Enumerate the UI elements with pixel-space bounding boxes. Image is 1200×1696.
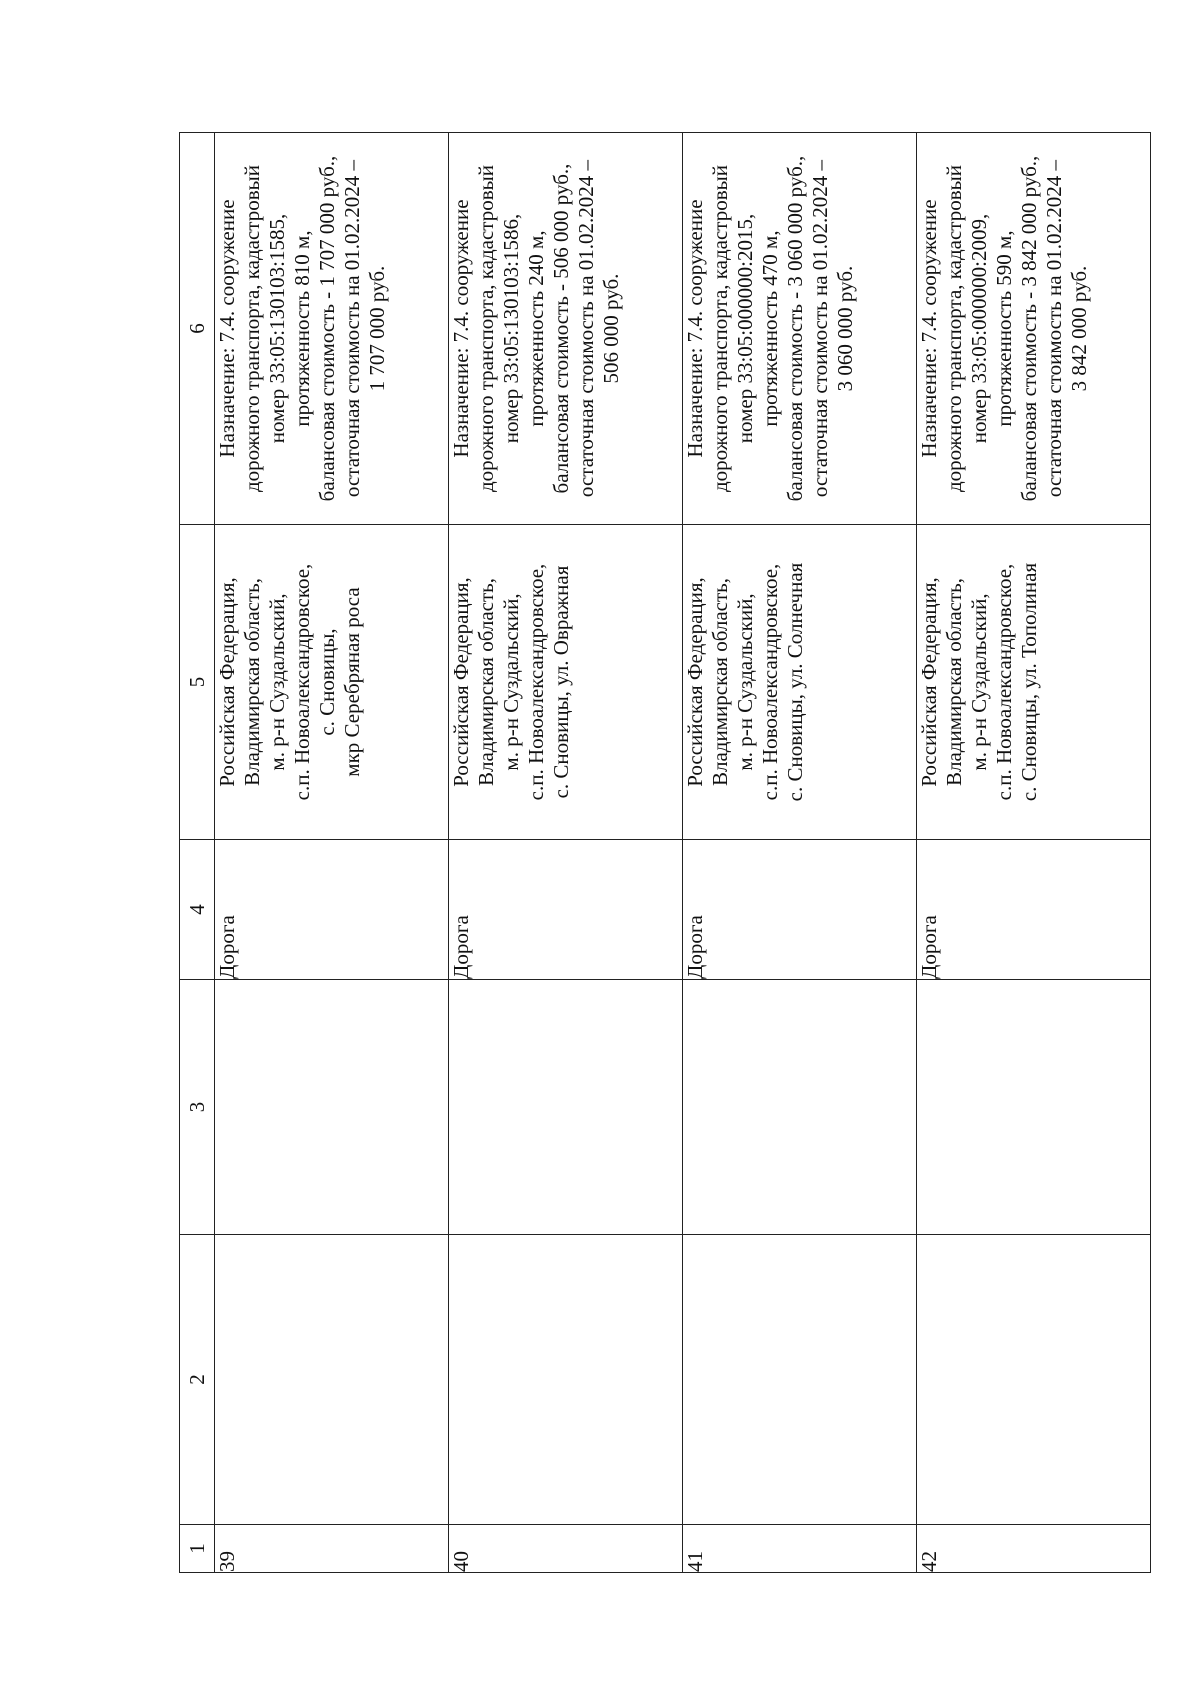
column-header-6: 6	[180, 133, 215, 525]
row-number: 42	[917, 1525, 1151, 1573]
description-line: Назначение: 7.4. сооружение	[449, 199, 473, 458]
description-line: протяженность 470 м,	[758, 230, 782, 427]
table-row	[215, 133, 449, 1573]
table-row	[917, 133, 1151, 1573]
column-header-4: 4	[180, 840, 215, 980]
description-line: дорожного транспорта, кадастровый	[708, 165, 732, 493]
address-line: м. р-н Суздальский,	[733, 593, 757, 771]
description-line: остаточная стоимость на 01.02.2024 –	[808, 159, 832, 498]
cell-col-2	[215, 1235, 449, 1525]
description-line: Назначение: 7.4. сооружение	[917, 199, 941, 458]
rotated-document-page	[179, 133, 1149, 1573]
description-line: Назначение: 7.4. сооружение	[215, 199, 239, 458]
address-line: с.п. Новоалександровское,	[758, 563, 782, 801]
cell-col-2	[683, 1235, 917, 1525]
description-line: 3 060 000 руб.	[833, 265, 857, 392]
address-line: Российская Федерация,	[215, 577, 239, 787]
address-line: с.п. Новоалександровское,	[524, 563, 548, 801]
address-line: с. Сновицы, ул. Овражная	[549, 565, 573, 799]
address-line: м. р-н Суздальский,	[967, 593, 991, 771]
column-header-1: 1	[180, 1525, 215, 1573]
object-address	[215, 525, 449, 840]
object-description	[683, 133, 917, 525]
address-line: мкр Серебряная роса	[340, 587, 364, 777]
object-description	[449, 133, 683, 525]
table-row	[683, 133, 917, 1573]
description-line: остаточная стоимость на 01.02.2024 –	[574, 159, 598, 498]
description-line: балансовая стоимость - 506 000 руб.,	[549, 163, 573, 494]
description-line: протяженность 810 м,	[290, 230, 314, 427]
address-line: Российская Федерация,	[917, 577, 941, 787]
cell-col-3	[683, 980, 917, 1235]
cell-col-3	[215, 980, 449, 1235]
description-line: дорожного транспорта, кадастровый	[942, 165, 966, 493]
object-type: Дорога	[683, 840, 917, 980]
description-line: дорожного транспорта, кадастровый	[240, 165, 264, 493]
description-line: 1 707 000 руб.	[365, 265, 389, 392]
address-line: Российская Федерация,	[449, 577, 473, 787]
description-line: номер 33:05:130103:1585,	[265, 213, 289, 444]
description-line: балансовая стоимость - 3 060 000 руб.,	[783, 155, 807, 502]
row-number: 39	[215, 1525, 449, 1573]
description-line: балансовая стоимость - 3 842 000 руб.,	[1017, 155, 1041, 502]
address-line: м. р-н Суздальский,	[499, 593, 523, 771]
address-line: с.п. Новоалександровское,	[290, 563, 314, 801]
object-description	[215, 133, 449, 525]
object-description	[917, 133, 1151, 525]
cell-col-3	[449, 980, 683, 1235]
object-address	[917, 525, 1151, 840]
description-line: Назначение: 7.4. сооружение	[683, 199, 707, 458]
object-type: Дорога	[215, 840, 449, 980]
object-address	[449, 525, 683, 840]
object-type: Дорога	[449, 840, 683, 980]
address-line: Владимирская область,	[474, 578, 498, 786]
description-line: номер 33:05:130103:1586,	[499, 213, 523, 444]
address-line: с.п. Новоалександровское,	[992, 563, 1016, 801]
address-line: с. Сновицы, ул. Тополиная	[1017, 562, 1041, 802]
address-line: м. р-н Суздальский,	[265, 593, 289, 771]
address-line: с. Сновицы,	[315, 628, 339, 736]
column-header-3: 3	[180, 980, 215, 1235]
description-line: номер 33:05:000000:2015,	[733, 213, 757, 444]
address-line: Российская Федерация,	[683, 577, 707, 787]
address-line: Владимирская область,	[708, 578, 732, 786]
description-line: протяженность 590 м,	[992, 230, 1016, 427]
description-line: остаточная стоимость на 01.02.2024 –	[1042, 159, 1066, 498]
column-header-5: 5	[180, 525, 215, 840]
description-line: 3 842 000 руб.	[1067, 265, 1091, 392]
property-register-table	[179, 132, 1151, 1573]
table-header-row	[180, 133, 215, 1573]
description-line: остаточная стоимость на 01.02.2024 –	[340, 159, 364, 498]
cell-col-3	[917, 980, 1151, 1235]
description-line: номер 33:05:000000:2009,	[967, 213, 991, 444]
address-line: с. Сновицы, ул. Солнечная	[783, 562, 807, 802]
object-address	[683, 525, 917, 840]
address-line: Владимирская область,	[942, 578, 966, 786]
cell-col-2	[917, 1235, 1151, 1525]
object-type: Дорога	[917, 840, 1151, 980]
description-line: балансовая стоимость - 1 707 000 руб.,	[315, 155, 339, 502]
address-line: Владимирская область,	[240, 578, 264, 786]
description-line: протяженность 240 м,	[524, 230, 548, 427]
cell-col-2	[449, 1235, 683, 1525]
row-number: 41	[683, 1525, 917, 1573]
table-row	[449, 133, 683, 1573]
description-line: дорожного транспорта, кадастровый	[474, 165, 498, 493]
row-number: 40	[449, 1525, 683, 1573]
description-line: 506 000 руб.	[599, 273, 623, 384]
table-body	[180, 133, 1151, 1573]
column-header-2: 2	[180, 1235, 215, 1525]
